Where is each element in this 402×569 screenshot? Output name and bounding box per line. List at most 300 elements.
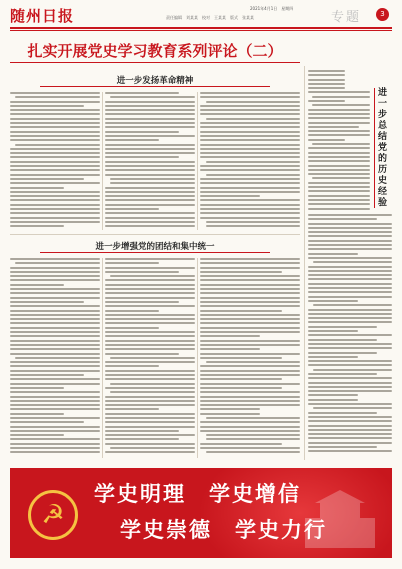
- text-line: [200, 374, 300, 376]
- text-line: [15, 144, 100, 146]
- text-line: [105, 174, 195, 176]
- text-line: [10, 92, 100, 94]
- text-line: [10, 271, 100, 273]
- text-line: [200, 370, 300, 372]
- text-line: [10, 156, 100, 158]
- text-line: [105, 314, 195, 316]
- text-line: [105, 451, 195, 453]
- text-line: [200, 217, 300, 219]
- text-line: [105, 404, 195, 406]
- text-line: [200, 131, 300, 133]
- text-line: [105, 267, 195, 269]
- text-line: [105, 126, 195, 128]
- text-line: [10, 426, 100, 428]
- text-line: [308, 100, 345, 102]
- text-line: [308, 152, 370, 154]
- text-line: [308, 113, 370, 115]
- text-line: [105, 331, 195, 333]
- text-line: [200, 292, 300, 294]
- text-line: [10, 275, 100, 277]
- page-number-badge: 3: [376, 8, 389, 21]
- text-line: [10, 396, 100, 398]
- text-line: [10, 182, 100, 184]
- text-line: [200, 148, 300, 150]
- text-line: [15, 357, 100, 359]
- text-line: [10, 378, 100, 380]
- text-line: [110, 383, 195, 385]
- text-line: [308, 382, 392, 384]
- text-line: [308, 442, 392, 444]
- text-line: [308, 450, 392, 452]
- text-line: [200, 348, 260, 350]
- masthead: [0, 0, 402, 30]
- text-line: [105, 109, 195, 111]
- text-line: [10, 118, 100, 120]
- text-line: [105, 417, 195, 419]
- text-line: [10, 434, 64, 436]
- text-line: [10, 443, 100, 445]
- text-line: [105, 217, 195, 219]
- text-line: [10, 318, 100, 320]
- text-line: [10, 288, 100, 290]
- text-line: [105, 131, 179, 133]
- text-line: [110, 357, 195, 359]
- article-1-col-1: [10, 92, 100, 230]
- text-line: [105, 370, 195, 372]
- text-line: [10, 408, 100, 410]
- text-line: [308, 399, 358, 401]
- text-line: [105, 340, 195, 342]
- text-line: [200, 310, 282, 312]
- text-line: [10, 365, 100, 367]
- text-line: [206, 101, 300, 103]
- section-label: 专题: [331, 10, 362, 25]
- text-line: [105, 374, 195, 376]
- text-line: [308, 257, 392, 259]
- text-line: [308, 386, 392, 388]
- text-line: [105, 161, 195, 163]
- text-line: [308, 309, 392, 311]
- text-line: [105, 165, 195, 167]
- text-line: [200, 262, 300, 264]
- text-line: [200, 318, 300, 320]
- text-line: [308, 169, 370, 171]
- text-line: [10, 353, 100, 355]
- text-line: [10, 169, 100, 171]
- text-line: [10, 131, 100, 133]
- text-line: [105, 148, 195, 150]
- text-line: [308, 352, 377, 354]
- text-line: [200, 288, 300, 290]
- text-line: [10, 340, 100, 342]
- text-line: [110, 96, 195, 98]
- article-1-col-2: [105, 92, 195, 230]
- text-line: [308, 420, 392, 422]
- text-line: [10, 447, 100, 449]
- text-line: [200, 169, 300, 171]
- text-line: [200, 195, 260, 197]
- text-line: [308, 244, 392, 246]
- text-line: [206, 118, 300, 120]
- text-line: [10, 284, 64, 286]
- text-line: [105, 139, 159, 141]
- text-line: [10, 174, 100, 176]
- text-line: [10, 305, 100, 307]
- text-line: [10, 451, 100, 453]
- text-line: [10, 148, 100, 150]
- text-line: [10, 387, 64, 389]
- text-line: [10, 430, 100, 432]
- column-divider: [102, 92, 103, 230]
- text-line: [105, 396, 195, 398]
- text-line: [200, 327, 300, 329]
- text-line: [105, 335, 195, 337]
- title-underline: [10, 62, 300, 63]
- text-line: [308, 231, 392, 233]
- text-line: [308, 429, 392, 431]
- text-line: [105, 434, 195, 436]
- text-line: [308, 446, 377, 448]
- text-line: [313, 261, 392, 263]
- text-line: [200, 165, 300, 167]
- text-line: [105, 279, 195, 281]
- text-line: [105, 413, 195, 415]
- text-line: [308, 147, 370, 149]
- text-line: [308, 394, 358, 396]
- text-line: [10, 361, 100, 363]
- text-line: [308, 326, 377, 328]
- editor-credits: 责任编辑 刘某某 校对 王某某 版式 张某某: [166, 15, 254, 20]
- text-line: [105, 305, 195, 307]
- text-line: [10, 199, 100, 201]
- text-line: [10, 322, 100, 324]
- text-line: [105, 438, 179, 440]
- text-line: [308, 117, 370, 119]
- text-line: [308, 296, 392, 298]
- text-line: [10, 122, 100, 124]
- text-line: [105, 378, 195, 380]
- text-line: [105, 105, 195, 107]
- text-line: [200, 96, 300, 98]
- text-line: [200, 378, 282, 380]
- text-line: [308, 270, 392, 272]
- text-line: [105, 92, 179, 94]
- text-line: [10, 292, 100, 294]
- column-divider: [197, 258, 198, 458]
- text-line: [105, 430, 179, 432]
- text-line: [308, 134, 370, 136]
- text-line: [10, 126, 100, 128]
- text-line: [308, 356, 358, 358]
- text-line: [308, 156, 370, 158]
- text-line: [105, 208, 159, 210]
- text-line: [105, 327, 159, 329]
- text-line: [308, 130, 370, 132]
- text-line: [308, 416, 392, 418]
- text-line: [105, 135, 195, 137]
- text-line: [105, 152, 195, 154]
- text-line: [105, 169, 195, 171]
- text-line: [105, 221, 195, 223]
- page-main-title: 扎实开展党史学习教育系列评论（二）: [27, 42, 283, 60]
- text-line: [105, 284, 195, 286]
- article-3-col-bottom: [308, 214, 392, 455]
- text-line: [308, 266, 392, 268]
- text-line: [200, 139, 300, 141]
- text-line: [10, 113, 100, 115]
- text-line: [200, 396, 300, 398]
- text-line: [105, 204, 195, 206]
- text-line: [308, 186, 370, 188]
- text-line: [15, 262, 100, 264]
- text-line: [308, 218, 377, 220]
- text-line: [200, 353, 300, 355]
- text-line: [200, 178, 300, 180]
- text-line: [10, 267, 100, 269]
- text-line: [200, 421, 300, 423]
- text-line: [10, 344, 100, 346]
- text-line: [313, 304, 392, 306]
- text-line: [105, 443, 195, 445]
- article-3-col-top: [308, 70, 370, 212]
- text-line: [308, 173, 370, 175]
- banner-slogan-line-2: 学史崇德 学史力行: [120, 518, 327, 542]
- text-line: [10, 310, 100, 312]
- column-divider: [102, 258, 103, 458]
- text-line: [105, 113, 195, 115]
- text-line: [10, 195, 100, 197]
- article-divider: [10, 234, 300, 235]
- text-line: [200, 301, 300, 303]
- text-line: [105, 408, 159, 410]
- text-line: [200, 144, 300, 146]
- text-line: [206, 438, 300, 440]
- article-2-headline: 进一步增强党的团结和集中统一: [95, 242, 215, 252]
- text-line: [10, 391, 100, 393]
- text-line: [10, 139, 100, 141]
- text-line: [110, 178, 195, 180]
- text-line: [105, 199, 195, 201]
- article-3-headline: 进一步总结党的历史经验: [378, 88, 388, 208]
- text-line: [200, 182, 300, 184]
- text-line: [200, 404, 300, 406]
- text-line: [200, 126, 300, 128]
- text-line: [308, 223, 392, 225]
- text-line: [105, 365, 159, 367]
- text-line: [10, 105, 84, 107]
- text-line: [105, 353, 179, 355]
- text-line: [312, 104, 370, 106]
- article-2-col-3: [200, 258, 300, 456]
- text-line: [10, 348, 100, 350]
- text-line: [200, 156, 300, 158]
- text-line: [308, 74, 345, 76]
- text-line: [10, 335, 100, 337]
- text-line: [200, 271, 282, 273]
- text-line: [110, 275, 195, 277]
- text-line: [105, 421, 195, 423]
- text-line: [200, 408, 260, 410]
- text-line: [313, 407, 392, 409]
- text-line: [308, 373, 377, 375]
- text-line: [200, 199, 300, 201]
- text-line: [200, 208, 300, 210]
- text-line: [105, 387, 195, 389]
- text-line: [308, 87, 345, 89]
- text-line: [308, 122, 370, 124]
- text-line: [308, 208, 370, 210]
- text-line: [105, 122, 195, 124]
- text-line: [308, 253, 358, 255]
- article-1-col-3: [200, 92, 300, 230]
- text-line: [110, 447, 195, 449]
- text-line: [10, 383, 100, 385]
- text-line: [10, 417, 100, 419]
- text-line: [308, 278, 392, 280]
- text-line: [110, 182, 195, 184]
- text-line: [200, 92, 300, 94]
- text-line: [105, 297, 195, 299]
- text-line: [308, 182, 370, 184]
- text-line: [308, 227, 392, 229]
- text-line: [200, 279, 300, 281]
- text-line: [10, 438, 100, 440]
- text-line: [105, 195, 195, 197]
- text-line: [105, 400, 195, 402]
- text-line: [308, 412, 377, 414]
- text-line: [200, 105, 300, 107]
- text-line: [200, 357, 282, 359]
- text-line: [308, 109, 370, 111]
- text-line: [200, 135, 300, 137]
- text-line: [308, 195, 370, 197]
- text-line: [105, 144, 195, 146]
- text-line: [105, 426, 195, 428]
- masthead-rule: [10, 27, 392, 29]
- text-line: [105, 271, 179, 273]
- text-line: [308, 160, 370, 162]
- text-line: [308, 377, 392, 379]
- masthead-rule-thin: [10, 30, 392, 31]
- text-line: [200, 314, 300, 316]
- text-line: [312, 177, 370, 179]
- column-divider: [197, 92, 198, 230]
- text-line: [105, 318, 195, 320]
- text-line: [105, 101, 195, 103]
- text-line: [10, 204, 100, 206]
- text-line: [308, 313, 392, 315]
- text-line: [10, 327, 100, 329]
- text-line: [308, 274, 392, 276]
- text-line: [308, 390, 392, 392]
- text-line: [313, 369, 392, 371]
- text-line: [200, 191, 300, 193]
- article-3-rule: [374, 88, 375, 208]
- text-line: [308, 126, 359, 128]
- text-line: [308, 347, 392, 349]
- text-line: [308, 235, 392, 237]
- text-line: [206, 225, 300, 227]
- text-line: [200, 340, 300, 342]
- text-line: [308, 83, 345, 85]
- slogan-banner: [10, 468, 392, 558]
- text-line: [105, 310, 159, 312]
- article-2-col-1: [10, 258, 100, 456]
- text-line: [10, 221, 100, 223]
- banner-slogan-line-1: 学史明理 学史增信: [94, 482, 301, 506]
- text-line: [308, 425, 392, 427]
- text-line: [308, 330, 358, 332]
- text-line: [308, 199, 370, 201]
- text-line: [105, 258, 195, 260]
- text-line: [10, 297, 100, 299]
- text-line: [10, 161, 100, 163]
- text-line: [308, 91, 370, 93]
- text-line: [10, 225, 64, 227]
- text-line: [200, 430, 300, 432]
- text-line: [200, 335, 260, 337]
- text-line: [200, 275, 300, 277]
- text-line: [105, 187, 195, 189]
- text-line: [105, 344, 195, 346]
- text-line: [206, 174, 300, 176]
- text-line: [10, 413, 64, 415]
- text-line: [10, 212, 100, 214]
- text-line: [10, 279, 100, 281]
- text-line: [308, 287, 392, 289]
- text-line: [105, 348, 195, 350]
- article-2-col-2: [105, 258, 195, 456]
- text-line: [308, 283, 392, 285]
- text-line: [308, 343, 392, 345]
- column-divider: [304, 66, 305, 460]
- text-line: [105, 118, 195, 120]
- issue-date: 2021年4月1日 星期四: [250, 6, 294, 11]
- text-line: [105, 322, 195, 324]
- text-line: [200, 400, 300, 402]
- text-line: [10, 331, 100, 333]
- text-line: [312, 143, 370, 145]
- text-line: [105, 262, 159, 264]
- text-line: [200, 109, 300, 111]
- text-line: [200, 391, 300, 393]
- text-line: [200, 322, 300, 324]
- text-line: [200, 387, 282, 389]
- text-line: [312, 96, 370, 98]
- text-line: [15, 96, 100, 98]
- text-line: [10, 374, 84, 376]
- text-line: [10, 421, 84, 423]
- text-line: [200, 305, 300, 307]
- text-line: [200, 122, 300, 124]
- text-line: [200, 267, 300, 269]
- text-line: [200, 204, 300, 206]
- text-line: [308, 317, 392, 319]
- text-line: [308, 403, 392, 405]
- text-line: [308, 339, 377, 341]
- text-line: [105, 191, 195, 193]
- text-line: [308, 300, 358, 302]
- text-line: [105, 225, 195, 227]
- text-line: [110, 391, 195, 393]
- text-line: [10, 109, 100, 111]
- text-line: [308, 433, 392, 435]
- text-line: [200, 443, 282, 445]
- text-line: [206, 434, 300, 436]
- text-line: [10, 208, 100, 210]
- text-line: [105, 361, 195, 363]
- text-line: [206, 221, 300, 223]
